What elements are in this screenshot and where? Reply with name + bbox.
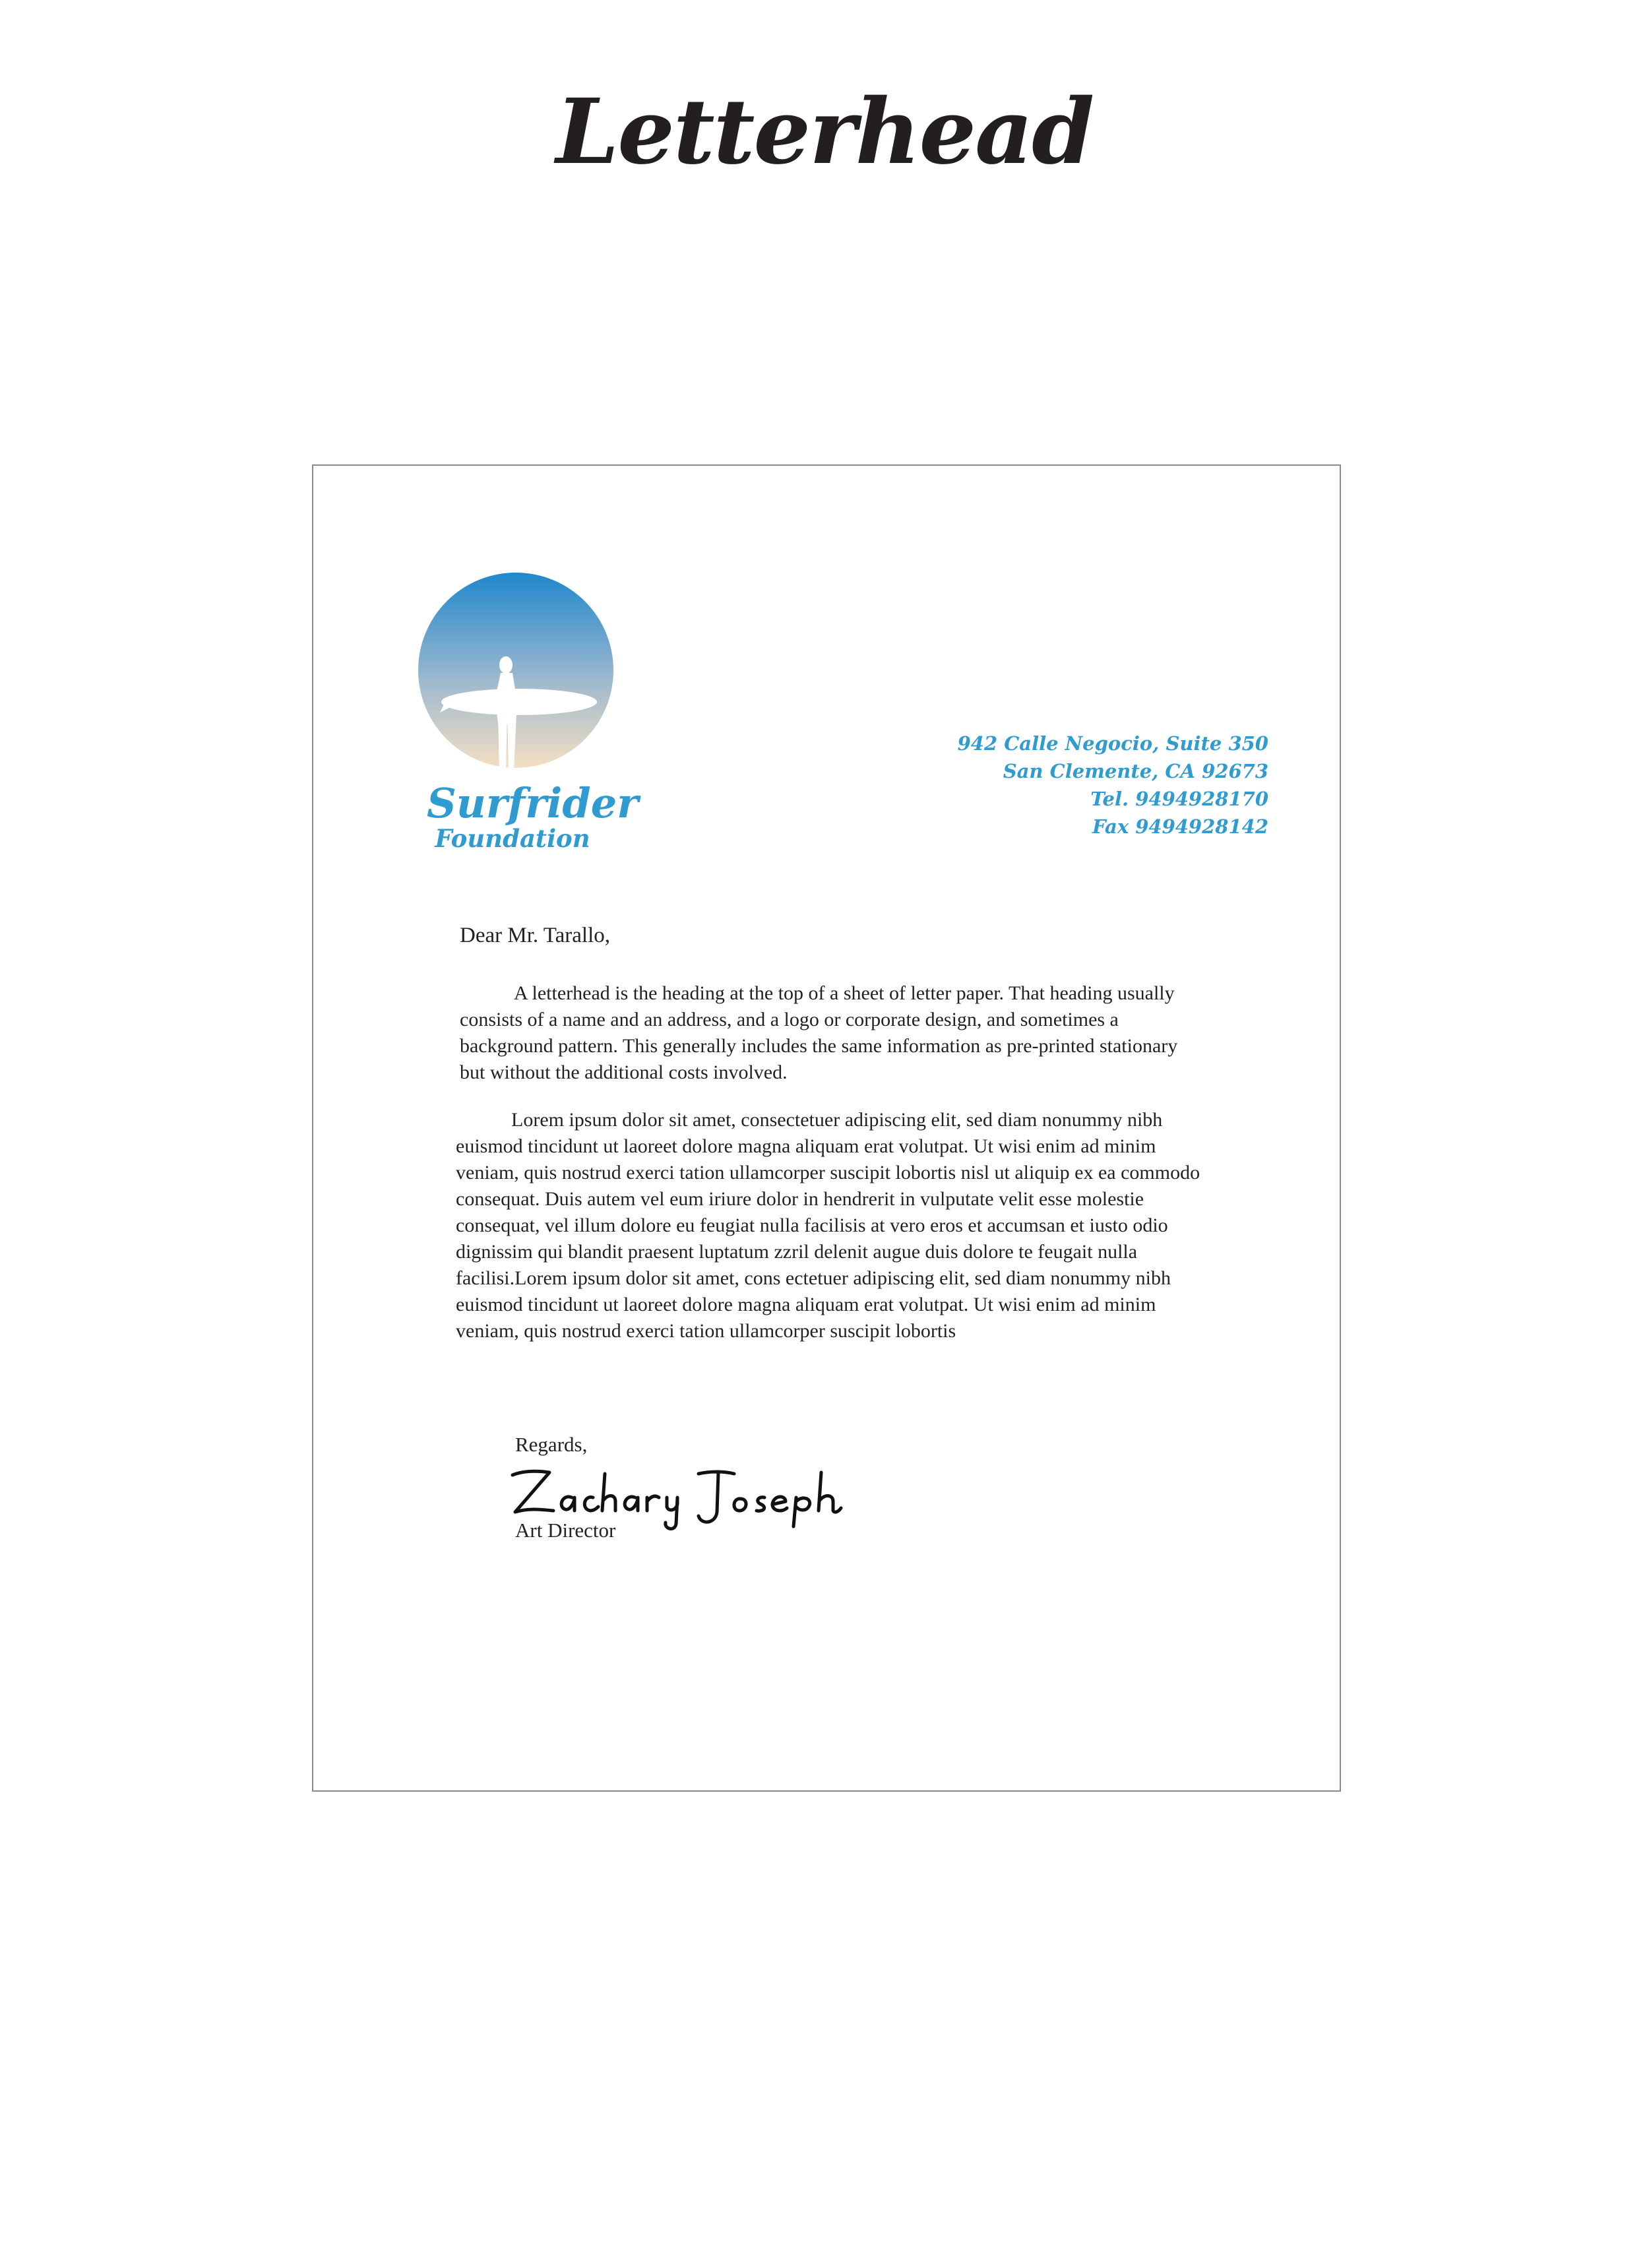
closing: Regards, [515, 1433, 588, 1456]
address-tel: Tel. 9494928170 [1090, 788, 1268, 810]
address-fax: Fax 9494928142 [1092, 815, 1268, 838]
logo-name-line2: Foundation [435, 824, 590, 853]
logo-sky-circle [418, 573, 613, 768]
signer-title: Art Director [515, 1519, 616, 1542]
body-paragraph-1: A letterhead is the heading at the top of a sheet of letter paper. That heading usually consists of a name and an address, and a logo or corporate design, and sometimes a background pattern. This generally includes the same information as pre-printed stationary but without the additional costs involved. [460, 982, 1178, 1083]
surfrider-logo [414, 573, 638, 863]
logo-name-line1: Surfrider [427, 779, 638, 827]
body-paragraph-2: Lorem ipsum dolor sit amet, consectetuer adipiscing elit, sed diam nonummy nibh euismod tincidunt ut laoreet dolore magna aliquam erat volutpat. Ut wisi enim ad minim veniam, quis nostrud exerci tation ullamcorper suscipit lobortis nisl ut aliquip ex ea commodo consequat. Duis autem vel eum iriure dolor in hendrerit in vulputate velit esse molestie consequat, vel illum dolore eu feugiat nulla facilisis at vero eros et accumsan et iusto odio dignissim qui blandit praesent luptatum zzril delenit augue duis dolore te feugait nulla facilisi.Lorem ipsum dolor sit amet, cons ectetuer adipiscing elit, sed diam nonummy nibh euismod tincidunt ut laoreet dolore magna aliquam erat volutpat. Ut wisi enim ad minim veniam, quis nostrud exerci tation ullamcorper suscipit lobortis [456, 1109, 1200, 1342]
address-city: San Clemente, CA 92673 [1003, 760, 1268, 782]
letter-sheet [312, 464, 1341, 1792]
sender-address [958, 730, 1268, 840]
address-street: 942 Calle Negocio, Suite 350 [957, 732, 1268, 755]
salutation: Dear Mr. Tarallo, [460, 924, 611, 947]
page-title: Letterhead [555, 79, 1094, 185]
